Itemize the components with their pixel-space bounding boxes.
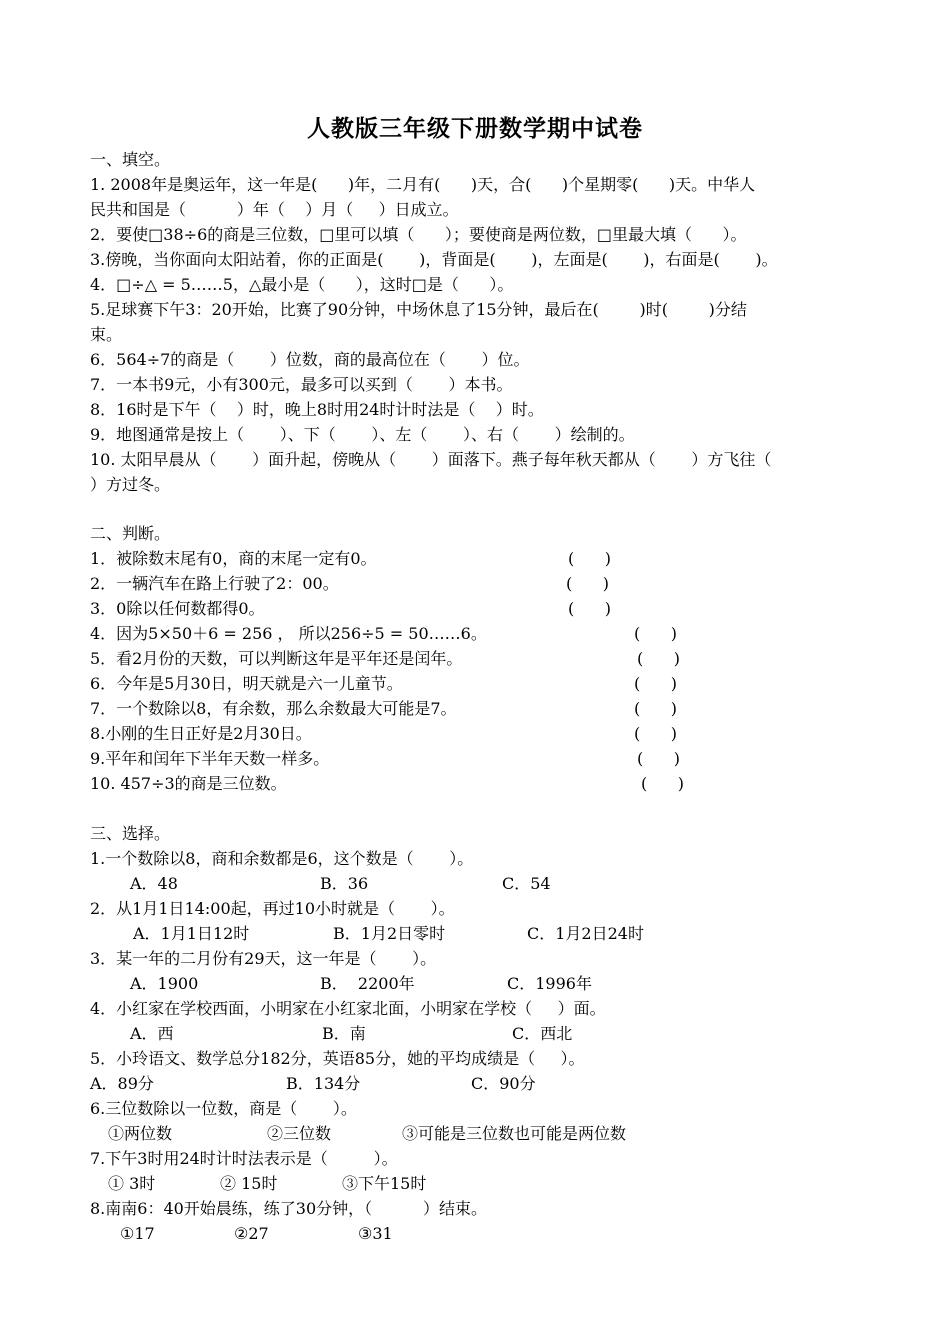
judge-item: 7．一个数除以8，有余数，那么余数最大可能是7。 — [90, 699, 457, 718]
fill-line: 5.足球赛下午3：20开始，比赛了90分钟，中场休息了15分钟，最后在( )时( )分结 — [90, 300, 747, 319]
choice-option[interactable]: A．1月1日12时 — [133, 924, 250, 943]
choice-question: 5．小玲语文、数学总分182分，英语85分，她的平均成绩是（ ）。 — [90, 1049, 585, 1068]
judge-item: 1．被除数末尾有0，商的末尾一定有0。 — [90, 549, 377, 568]
choice-option[interactable]: A．48 — [130, 874, 178, 893]
answer-paren[interactable]: ( ) — [634, 699, 677, 718]
choice-option[interactable]: B．36 — [320, 874, 369, 893]
judge-item: 5．看2月份的天数，可以判断这年是平年还是闰年。 — [90, 649, 463, 668]
choice-option[interactable]: ③可能是三位数也可能是两位数 — [402, 1124, 627, 1143]
judge-item: 8.小刚的生日正好是2月30日。 — [90, 724, 312, 743]
fill-line: ）方过冬。 — [90, 475, 171, 494]
judge-item: 4．因为5×50＋6 = 256 ， 所以256÷5 = 50……6。 — [90, 624, 487, 643]
fill-line: 民共和国是（ ）年（ ）月（ ）日成立。 — [90, 200, 459, 219]
fill-line: 2．要使□38÷6的商是三位数，□里可以填（ ）；要使商是两位数，□里最大填（ ）。 — [90, 225, 747, 244]
section-heading: 三、选择。 — [90, 824, 171, 843]
choice-option[interactable]: ①17 — [120, 1224, 155, 1243]
choice-option[interactable]: B．南 — [322, 1024, 366, 1043]
answer-paren[interactable]: ( ) — [568, 599, 611, 618]
choice-question: 4．小红家在学校西面，小明家在小红家北面，小明家在学校（ ）面。 — [90, 999, 606, 1018]
choice-option[interactable]: ① 3时 — [108, 1174, 156, 1193]
fill-line: 8．16时是下午（ ）时，晚上8时用24时计时法是（ ）时。 — [90, 400, 544, 419]
answer-paren[interactable]: ( ) — [634, 674, 677, 693]
judge-item: 3．0除以任何数都得0。 — [90, 599, 265, 618]
choice-option[interactable]: ②三位数 — [267, 1124, 332, 1143]
answer-paren[interactable]: ( ) — [637, 649, 680, 668]
judge-item: 6．今年是5月30日，明天就是六一儿童节。 — [90, 674, 403, 693]
fill-line: 9．地图通常是按上（ ）、下（ ）、左（ ）、右（ ）绘制的。 — [90, 425, 635, 444]
choice-option[interactable]: ③31 — [358, 1224, 393, 1243]
choice-option[interactable]: C．西北 — [512, 1024, 573, 1043]
section-heading: 二、判断。 — [90, 524, 171, 543]
choice-question: 1.一个数除以8，商和余数都是6，这个数是（ ）。 — [90, 849, 474, 868]
choice-question: 7.下午3时用24时计时法表示是（ ）。 — [90, 1149, 398, 1168]
section-heading: 一、填空。 — [90, 150, 171, 169]
choice-option[interactable]: ③下午15时 — [342, 1174, 427, 1193]
answer-paren[interactable]: ( ) — [634, 724, 677, 743]
choice-question: 8.南南6：40开始晨练，练了30分钟，（ ）结束。 — [90, 1199, 488, 1218]
answer-paren[interactable]: ( ) — [566, 574, 609, 593]
answer-paren[interactable]: ( ) — [641, 774, 684, 793]
judge-item: 10. 457÷3的商是三位数。 — [90, 774, 287, 793]
choice-option[interactable]: B．1月2日零时 — [333, 924, 446, 943]
fill-line: 6．564÷7的商是（ ）位数，商的最高位在（ ）位。 — [90, 350, 530, 369]
choice-question: 6.三位数除以一位数，商是（ ）。 — [90, 1099, 357, 1118]
fill-line: 3.傍晚，当你面向太阳站着，你的正面是( )，背面是( )，左面是( )，右面是( )。 — [90, 250, 778, 269]
choice-option[interactable]: B． 2200年 — [320, 974, 415, 993]
answer-paren[interactable]: ( ) — [568, 549, 611, 568]
choice-option[interactable]: A．89分 — [90, 1074, 154, 1093]
fill-line: 10. 太阳早晨从（ ）面升起，傍晚从（ ）面落下。燕子每年秋天都从（ ）方飞往（ — [90, 450, 772, 469]
answer-paren[interactable]: ( ) — [637, 749, 680, 768]
choice-option[interactable]: ②27 — [234, 1224, 269, 1243]
choice-option[interactable]: C．90分 — [471, 1074, 536, 1093]
choice-option[interactable]: A．1900 — [130, 974, 199, 993]
page-title: 人教版三年级下册数学期中试卷 — [307, 115, 643, 142]
choice-option[interactable]: C．1996年 — [507, 974, 592, 993]
choice-option[interactable]: ② 15时 — [220, 1174, 278, 1193]
choice-option[interactable]: ①两位数 — [108, 1124, 173, 1143]
choice-question: 3．某一年的二月份有29天，这一年是（ ）。 — [90, 949, 437, 968]
choice-question: 2．从1月1日14:00起，再过10小时就是（ ）。 — [90, 899, 455, 918]
fill-line: 4．□÷△ = 5……5，△最小是（ ），这时□是（ ）。 — [90, 275, 514, 294]
choice-option[interactable]: A．西 — [130, 1024, 174, 1043]
judge-item: 9.平年和闰年下半年天数一样多。 — [90, 749, 330, 768]
answer-paren[interactable]: ( ) — [634, 624, 677, 643]
choice-option[interactable]: C．1月2日24时 — [527, 924, 644, 943]
fill-line: 束。 — [90, 325, 123, 344]
choice-option[interactable]: B．134分 — [286, 1074, 361, 1093]
fill-line: 1. 2008年是奥运年，这一年是( )年，二月有( )天，合( )个星期零( )天。中华人 — [90, 175, 756, 194]
fill-line: 7．一本书9元，小有300元，最多可以买到（ ）本书。 — [90, 375, 513, 394]
judge-item: 2．一辆汽车在路上行驶了2：00。 — [90, 574, 339, 593]
choice-option[interactable]: C．54 — [502, 874, 551, 893]
